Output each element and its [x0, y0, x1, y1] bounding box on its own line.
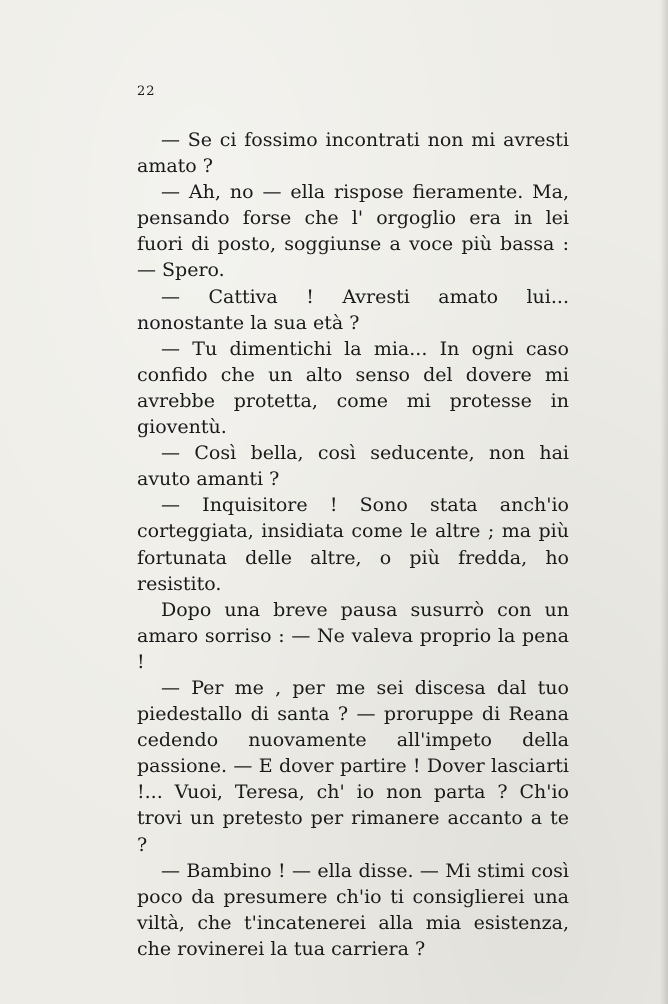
paragraph: — Cattiva ! Avresti amato lui... nonostante la sua età ? [137, 285, 569, 334]
paragraph: — Per me , per me sei discesa dal tuo piedestallo di santa ? — proruppe di Reana cedendo nuovamente all'impeto della passione. — E dover partire ! Dover lasciarti !... Vuoi, Teresa, ch' io non parta ? Ch'io trovi un pretesto per rimanere accanto a te ? [137, 676, 569, 856]
paragraph: — Bambino ! — ella disse. — Mi stimi così poco da presumere ch'io ti consiglierei una viltà, che t'incatenerei alla mia esistenza, che rovinerei la tua carriera ? [137, 859, 569, 960]
page-edge-shadow [660, 0, 668, 1004]
paragraph: — Ah, no — ella rispose fieramente. Ma, pensando forse che l' orgoglio era in lei fuori di posto, soggiunse a voce più bassa : — Spero. [137, 181, 569, 282]
paragraph: — Così bella, così seducente, non hai avuto amanti ? [137, 442, 569, 491]
paragraph: Dopo una breve pausa susurrò con un amaro sorriso : — Ne valeva proprio la pena ! [137, 598, 569, 673]
page-number: 22 [137, 84, 156, 99]
paragraph: — Se ci fossimo incontrati non mi avresti amato ? [137, 129, 569, 178]
body-text [137, 127, 569, 962]
paragraph: — Tu dimentichi la mia... In ogni caso confido che un alto senso del dovere mi avrebbe protetta, come mi protesse in gioventù. [137, 337, 569, 439]
paragraph: — Inquisitore ! Sono stata anch'io corteggiata, insidiata come le altre ; ma più fortunata delle altre, o più fredda, ho resistito. [137, 494, 569, 595]
